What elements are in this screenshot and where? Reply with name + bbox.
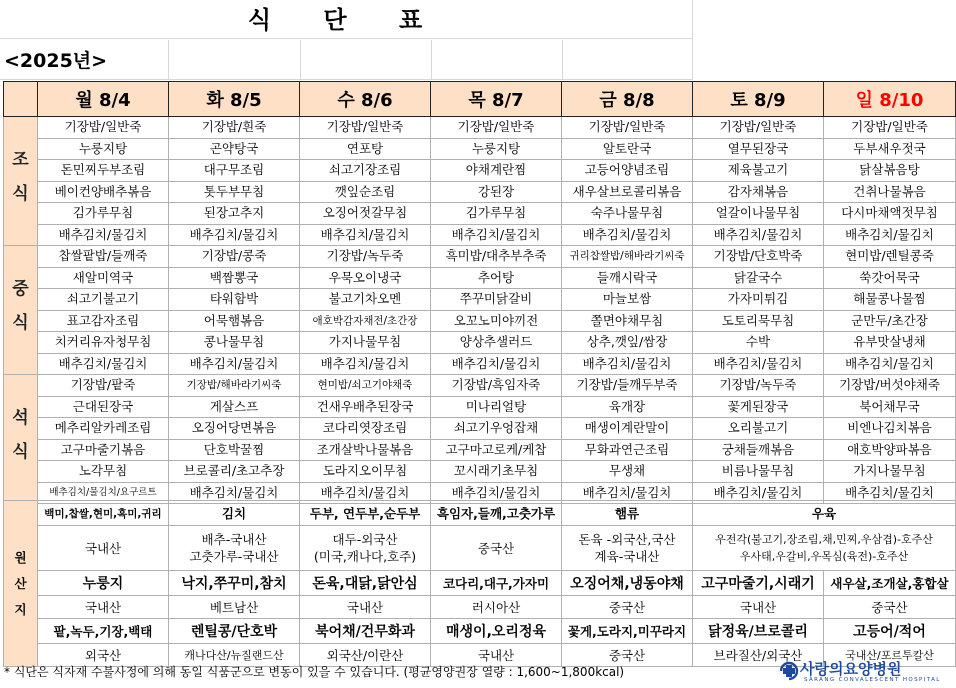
origin-value-text: 중국산 (608, 648, 646, 663)
menu-row (4, 246, 956, 268)
menu-item: 다시마채액젓무침 (824, 203, 956, 225)
menu-item: 무화과연근조림 (562, 439, 693, 461)
origin-category-text: 오징어채,냉동야채 (570, 576, 684, 592)
origin-row (4, 571, 956, 596)
menu-row (4, 289, 956, 311)
menu-item: 오징어젓갈무침 (300, 203, 431, 225)
origin-category (693, 571, 824, 596)
origin-category-text: 누룽지 (82, 576, 124, 592)
origin-category (431, 571, 562, 596)
menu-item: 배추김치/물김치 (431, 224, 562, 246)
origin-value-text: 국내산 (739, 600, 777, 615)
grid-line (300, 40, 301, 80)
origin-value-text: 브라질산/외국산 (713, 648, 803, 663)
menu-item: 숙주나물무침 (562, 203, 693, 225)
menu-item: 불고기차오멘 (300, 289, 431, 311)
menu-item: 현미밥/쇠고기야채죽 (300, 375, 431, 397)
menu-item: 가지나물무침 (300, 332, 431, 354)
menu-item: 코다리엿장조림 (300, 418, 431, 440)
origin-value (38, 596, 169, 619)
menu-item: 현미밥/렌틸콩죽 (824, 246, 956, 268)
menu-item: 수박 (693, 332, 824, 354)
origin-category-text: 햄류 (614, 506, 640, 521)
menu-item: 상추,깻잎/쌈장 (562, 332, 693, 354)
origin-category (38, 619, 169, 644)
origin-category-text: 두부, 연두부,순두부 (309, 506, 421, 521)
footnote: * 식단은 식자재 수불사정에 의해 동일 식품군으로 변동이 있을 수 있습니다. (평균영양권장 열량 : 1,600~1,800kcal) (4, 665, 625, 679)
origin-value-text: 국내산/포르투칼산 (845, 649, 934, 662)
origin-category (300, 619, 431, 644)
menu-item: 배추김치/물김치 (562, 482, 693, 504)
meal-label-text: 중 식 (12, 278, 29, 333)
origin-value (38, 526, 169, 571)
origin-category (562, 619, 693, 644)
day-header: 목 8/7 (431, 82, 562, 117)
origin-category (562, 501, 693, 526)
menu-item: 우묵오이냉국 (300, 267, 431, 289)
origin-value-text: 외국산 (84, 648, 122, 663)
menu-item: 어묵햄볶음 (169, 310, 300, 332)
menu-item: 기장밥/일반죽 (562, 117, 693, 139)
menu-item: 단호박꿀찜 (169, 439, 300, 461)
origin-category (38, 501, 169, 526)
menu-item: 기장밥/해바라기씨죽 (169, 375, 300, 397)
origin-category-text: 고등어/적어 (853, 624, 926, 640)
menu-item: 흑미밥/대추부추죽 (431, 246, 562, 268)
menu-item: 건취나물볶음 (824, 181, 956, 203)
origin-category-text: 우육 (811, 506, 837, 521)
menu-item: 유부맛살냉채 (824, 332, 956, 354)
origin-label (4, 501, 38, 667)
menu-item: 기장밥/팥죽 (38, 375, 169, 397)
origin-category (300, 571, 431, 596)
menu-item: 오꼬노미야끼전 (431, 310, 562, 332)
menu-row (4, 267, 956, 289)
menu-item: 배추김치/물김치 (38, 353, 169, 375)
origin-category-text: 새우살,조개살,홍합살 (830, 576, 949, 591)
page-title: 식 단 표 (247, 6, 445, 34)
origin-value-text: 중국산 (477, 540, 515, 556)
menu-row (4, 224, 956, 246)
menu-item: 애호박양파볶음 (824, 439, 956, 461)
year-label: <2025년> (4, 50, 108, 72)
origin-category (169, 501, 300, 526)
menu-item: 기장밥/녹두죽 (693, 375, 824, 397)
origin-category (431, 501, 562, 526)
origin-value (169, 526, 300, 571)
menu-item: 배추김치/물김치 (562, 224, 693, 246)
menu-item: 추어탕 (431, 267, 562, 289)
menu-row (4, 375, 956, 397)
origin-category (824, 619, 956, 644)
origin-value-text: 국내산 (84, 600, 122, 615)
menu-item: 누룽지탕 (38, 138, 169, 160)
menu-item: 건새우배추된장국 (300, 396, 431, 418)
origin-value-text: 외국산/이란산 (326, 648, 404, 663)
origin-category (693, 619, 824, 644)
menu-item: 배추김치/물김치 (300, 224, 431, 246)
menu-item: 누룽지탕 (431, 138, 562, 160)
menu-row (4, 160, 956, 182)
menu-item: 매생이계란말이 (562, 418, 693, 440)
menu-item: 조개살박나물볶음 (300, 439, 431, 461)
menu-item: 배추김치/물김치 (824, 482, 956, 504)
menu-item: 돈민찌두부조림 (38, 160, 169, 182)
origin-category (693, 501, 956, 526)
menu-item: 쑥갓어묵국 (824, 267, 956, 289)
menu-item: 콩나물무침 (169, 332, 300, 354)
menu-item: 새알미역국 (38, 267, 169, 289)
menu-item: 노각무침 (38, 461, 169, 483)
day-header: 월 8/4 (38, 82, 169, 117)
origin-value-text: 국내산 (346, 600, 384, 615)
menu-item: 기장밥/흑임자죽 (431, 375, 562, 397)
menu-item: 배추김치/물김치 (693, 353, 824, 375)
menu-item: 궁채들깨볶음 (693, 439, 824, 461)
menu-item: 마늘보쌈 (562, 289, 693, 311)
menu-item: 북어채무국 (824, 396, 956, 418)
meal-label-text: 조 식 (12, 149, 29, 204)
menu-item: 고구마고로케/케찹 (431, 439, 562, 461)
origin-category (169, 571, 300, 596)
menu-item: 쭈꾸미닭갈비 (431, 289, 562, 311)
menu-row (4, 203, 956, 225)
menu-item: 귀리찹쌀밥/해바라기씨죽 (562, 246, 693, 268)
day-header: 일 8/10 (824, 82, 956, 117)
origin-category-text: 흑임자,들깨,고춧가루 (436, 506, 556, 521)
origin-category-text: 돈육,대닭,닭안심 (312, 576, 418, 592)
origin-category (300, 501, 431, 526)
hospital-cross-icon (778, 660, 800, 682)
grid-line (168, 40, 169, 80)
menu-item: 배추김치/물김치 (169, 353, 300, 375)
menu-item: 톳두부무침 (169, 181, 300, 203)
menu-item: 배추김치/물김치 (300, 353, 431, 375)
origin-label-text: 원 산 지 (14, 549, 27, 617)
menu-item: 배추김치/물김치 (693, 482, 824, 504)
menu-item: 브로콜리/초고추장 (169, 461, 300, 483)
grid-line (692, 0, 693, 80)
hospital-name: 사랑의요양병원 (800, 660, 902, 678)
menu-item: 야채계란찜 (431, 160, 562, 182)
origin-value-text: 대두-외국산 (미국,캐나다,호주) (313, 532, 417, 564)
day-header-row (4, 82, 956, 117)
menu-item: 게살스프 (169, 396, 300, 418)
menu-item: 대구무조림 (169, 160, 300, 182)
origin-value (300, 526, 431, 571)
menu-item: 비름나물무침 (693, 461, 824, 483)
origin-category (562, 571, 693, 596)
menu-item: 도라지오이무침 (300, 461, 431, 483)
menu-item: 닭갈국수 (693, 267, 824, 289)
menu-item: 고등어양념조림 (562, 160, 693, 182)
menu-item: 고구마줄기볶음 (38, 439, 169, 461)
menu-item: 두부새우젓국 (824, 138, 956, 160)
origin-category-text: 코다리,대구,가자미 (442, 576, 550, 591)
origin-value (693, 526, 956, 571)
menu-item: 강된장 (431, 181, 562, 203)
menu-item: 찹쌀팥밥/들깨죽 (38, 246, 169, 268)
menu-row (4, 117, 956, 139)
menu-item: 알토란국 (562, 138, 693, 160)
menu-item: 쫄면야채무침 (562, 310, 693, 332)
menu-row (4, 353, 956, 375)
origin-value (300, 596, 431, 619)
menu-item: 배추김치/물김치 (824, 353, 956, 375)
menu-item: 꽃게된장국 (693, 396, 824, 418)
menu-item: 김가루무침 (38, 203, 169, 225)
origin-row (4, 526, 956, 571)
origin-category-text: 렌틸콩/단호박 (190, 624, 278, 640)
menu-item: 기장밥/일반죽 (38, 117, 169, 139)
menu-item: 애호박감자채전/초간장 (300, 310, 431, 332)
menu-item: 육개장 (562, 396, 693, 418)
origin-value-text: 중국산 (608, 600, 646, 615)
origin-table (3, 500, 956, 667)
menu-row (4, 439, 956, 461)
grid-line (431, 40, 432, 80)
menu-item: 무생채 (562, 461, 693, 483)
day-header: 화 8/5 (169, 82, 300, 117)
menu-item: 닭살볶음탕 (824, 160, 956, 182)
origin-category-text: 백미,찹쌀,현미,흑미,귀리 (44, 507, 162, 520)
origin-value-text: 중국산 (871, 600, 908, 615)
day-header: 금 8/8 (562, 82, 693, 117)
origin-category-text: 매생이,오리정육 (446, 624, 546, 640)
menu-item: 기장밥/일반죽 (693, 117, 824, 139)
day-header: 수 8/6 (300, 82, 431, 117)
origin-value (693, 596, 824, 619)
menu-item: 곤약탕국 (169, 138, 300, 160)
menu-row (4, 461, 956, 483)
menu-item: 기장밥/버섯야채죽 (824, 375, 956, 397)
menu-item: 쇠고기장조림 (300, 160, 431, 182)
menu-item: 배추김치/물김치 (431, 353, 562, 375)
origin-category (824, 571, 956, 596)
origin-category-text: 북어채/건무화과 (315, 624, 415, 640)
menu-item: 쇠고기불고기 (38, 289, 169, 311)
hospital-logo (778, 658, 954, 686)
menu-table (3, 81, 956, 504)
menu-row (4, 310, 956, 332)
origin-value (431, 596, 562, 619)
menu-item: 기장밥/단호박죽 (693, 246, 824, 268)
menu-item: 기장밥/녹두죽 (300, 246, 431, 268)
origin-value-text: 배추-국내산 고춧가루-국내산 (189, 532, 279, 564)
origin-category (169, 619, 300, 644)
origin-category-text: 꽃게,도라지,미꾸라지 (567, 624, 687, 639)
menu-item: 새우살브로콜리볶음 (562, 181, 693, 203)
origin-category-text: 팥,녹두,기장,백태 (53, 624, 153, 639)
menu-item: 열무된장국 (693, 138, 824, 160)
origin-value-text: 베트남산 (209, 600, 259, 615)
origin-value (562, 596, 693, 619)
origin-category-text: 고구마줄기,시래기 (701, 576, 815, 592)
menu-row (4, 138, 956, 160)
menu-row (4, 396, 956, 418)
menu-item: 배추김치/물김치 (824, 224, 956, 246)
menu-item: 기장밥/들깨두부죽 (562, 375, 693, 397)
menu-item: 김가루무침 (431, 203, 562, 225)
menu-item: 배추김치/물김치 (693, 224, 824, 246)
origin-value-text: 돈육 -외국산,국산 계육-국내산 (578, 532, 676, 564)
menu-item: 배추김치/물김치/요구르트 (38, 482, 169, 504)
menu-item: 백짬뽕국 (169, 267, 300, 289)
origin-row (4, 619, 956, 644)
menu-item: 근대된장국 (38, 396, 169, 418)
menu-item: 배추김치/물김치 (562, 353, 693, 375)
menu-item: 군만두/초간장 (824, 310, 956, 332)
menu-item: 양상추샐러드 (431, 332, 562, 354)
menu-row (4, 181, 956, 203)
origin-row (4, 596, 956, 619)
grid-line (0, 38, 692, 39)
origin-category-text: 김치 (221, 506, 247, 521)
menu-item: 해물콩나물찜 (824, 289, 956, 311)
origin-value (562, 526, 693, 571)
menu-item: 비엔나김치볶음 (824, 418, 956, 440)
origin-category (431, 619, 562, 644)
menu-row (4, 332, 956, 354)
origin-category-text: 닭정육/브로콜리 (708, 624, 808, 640)
menu-item: 얼갈이나물무침 (693, 203, 824, 225)
menu-item: 미나리얼탕 (431, 396, 562, 418)
origin-value (824, 596, 956, 619)
grid-line (562, 40, 563, 80)
origin-value-text: 러시아산 (471, 600, 521, 615)
meal-label (4, 375, 38, 504)
origin-value-text: 캐나다산/뉴질랜드산 (184, 649, 284, 662)
menu-item: 감자채볶음 (693, 181, 824, 203)
menu-item: 배추김치/물김치 (169, 224, 300, 246)
menu-item: 치커리유자청무침 (38, 332, 169, 354)
corner-cell (4, 82, 38, 117)
menu-item: 배추김치/물김치 (38, 224, 169, 246)
meal-label (4, 117, 38, 246)
menu-item: 기장밥/일반죽 (824, 117, 956, 139)
menu-item: 가지나물무침 (824, 461, 956, 483)
menu-item: 꼬시래기초무침 (431, 461, 562, 483)
menu-item: 기장밥/흰죽 (169, 117, 300, 139)
menu-item: 들깨시락국 (562, 267, 693, 289)
origin-value (169, 596, 300, 619)
menu-item: 표고감자조림 (38, 310, 169, 332)
menu-item: 배추김치/물김치 (169, 482, 300, 504)
menu-item: 된장고추지 (169, 203, 300, 225)
origin-value (431, 526, 562, 571)
meal-label (4, 246, 38, 375)
menu-item: 오징어당면볶음 (169, 418, 300, 440)
origin-category-text: 낙지,쭈꾸미,참치 (181, 576, 287, 592)
grid-line (0, 79, 692, 80)
menu-item: 베이컨양배추볶음 (38, 181, 169, 203)
menu-item: 오리불고기 (693, 418, 824, 440)
menu-item: 배추김치/물김치 (431, 482, 562, 504)
menu-item: 연포탕 (300, 138, 431, 160)
day-header: 토 8/9 (693, 82, 824, 117)
menu-item: 타워함박 (169, 289, 300, 311)
menu-item: 기장밥/콩죽 (169, 246, 300, 268)
meal-label-text: 석 식 (12, 407, 29, 462)
hospital-name-en: SARANG CONVALESCENT HOSPITAL (804, 677, 941, 683)
origin-row (4, 501, 956, 526)
menu-item: 깻잎순조림 (300, 181, 431, 203)
menu-item: 제육불고기 (693, 160, 824, 182)
menu-item: 쇠고기우엉잡채 (431, 418, 562, 440)
menu-item: 기장밥/일반죽 (300, 117, 431, 139)
menu-item: 도토리묵무침 (693, 310, 824, 332)
menu-row (4, 418, 956, 440)
menu-item: 메추리알카레조림 (38, 418, 169, 440)
menu-item: 배추김치/물김치 (300, 482, 431, 504)
menu-item: 가자미튀김 (693, 289, 824, 311)
origin-value-text: 국내산 (84, 540, 122, 556)
origin-value-text: 국내산 (477, 648, 515, 663)
menu-item: 기장밥/일반죽 (431, 117, 562, 139)
origin-value-text: 우전각(불고기,장조림,채,민찌,우삼겹)-호주산 우사태,우갈비,우목심(육전)-호주산 (715, 533, 933, 563)
origin-category (38, 571, 169, 596)
